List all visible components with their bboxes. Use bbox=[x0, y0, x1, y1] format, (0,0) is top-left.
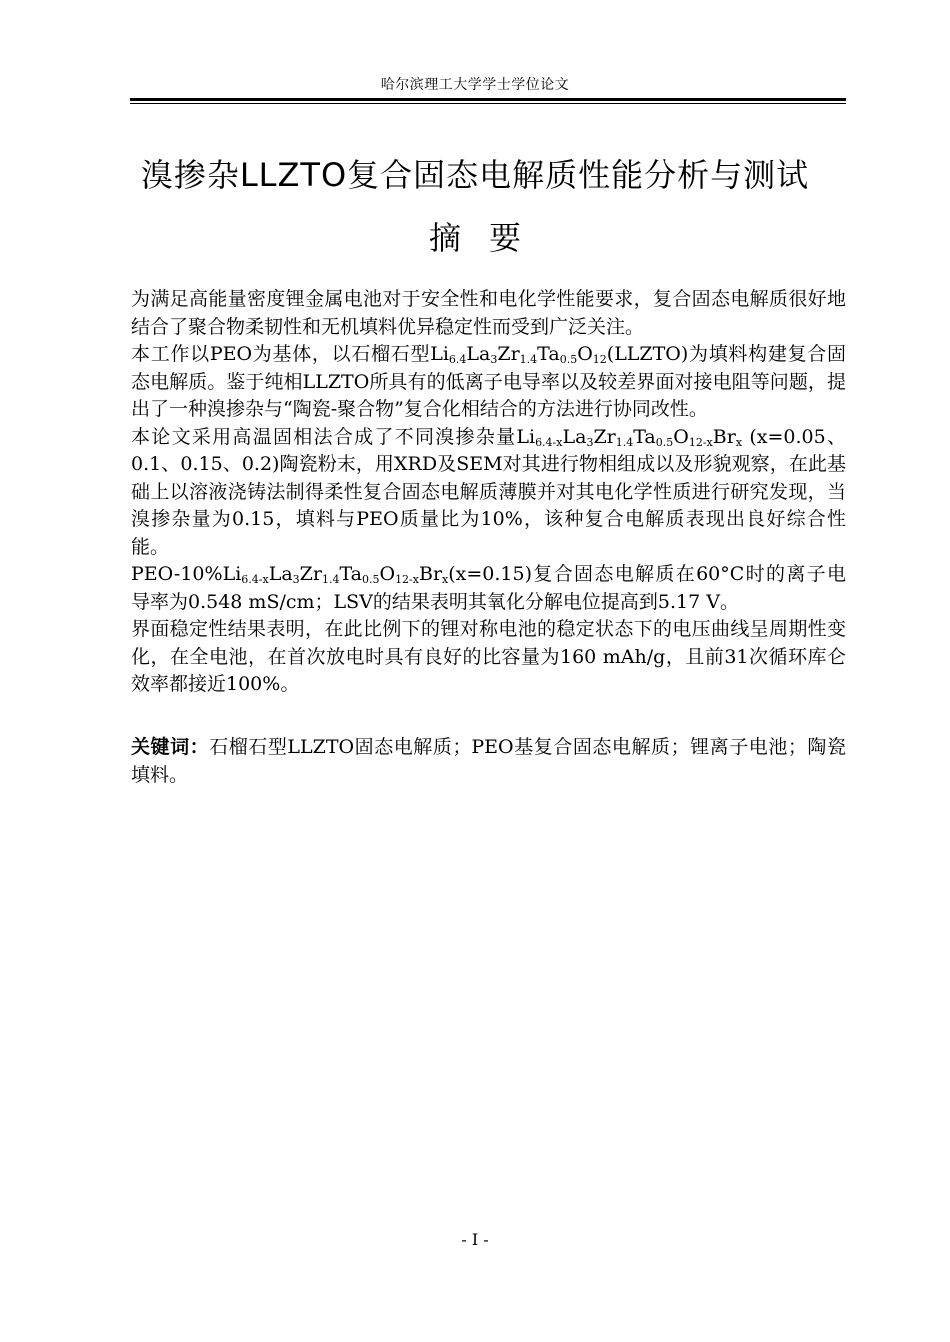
text-run: La bbox=[562, 425, 587, 448]
subscript: 0.5 bbox=[361, 573, 380, 586]
abstract-paragraph-5: 界面稳定性结果表明，在此比例下的锂对称电池的稳定状态下的电压曲线呈周期性变化，在全电池，在首次放电时具有良好的比容量为160 mAh/g，且前31次循环库仑效率都接近100%。 bbox=[131, 618, 846, 695]
text-run: PEO-10%Li bbox=[131, 563, 242, 585]
text-run: Zr bbox=[497, 343, 520, 365]
subscript: 3 bbox=[292, 573, 300, 586]
subscript: 6.4 bbox=[448, 353, 467, 366]
text-run: O bbox=[673, 425, 689, 448]
subscript: 0.5 bbox=[655, 435, 674, 449]
text-run: (x=0.15)复合固态电解质在60°C时的离子电导率为0.548 mS/cm；LSV的结果表明其氧化分解电位提高到5.17 V。 bbox=[131, 563, 846, 613]
text-run: La bbox=[466, 343, 491, 365]
page-number: - I - bbox=[461, 1230, 489, 1249]
text-run: Zr bbox=[299, 563, 322, 585]
abstract-paragraph-4 bbox=[131, 561, 846, 616]
text-run: (x=0.05、0.1、0.15、0.2)陶瓷粉末，用XRD及SEM对其进行物相组成以及形貌观察，在此基础上以溶液浇铸法制得柔性复合固态电解质薄膜并对其电化学性质进行研究发现，当溴掺杂量为0.15，填料与PEO质量比为10%，该种复合电解质表现出良好综合性能。 bbox=[131, 425, 846, 558]
text-run: La bbox=[268, 563, 293, 585]
text-run: 本工作以PEO为基体，以石榴石型Li bbox=[131, 343, 449, 365]
subscript: 3 bbox=[490, 353, 498, 366]
subscript: 1.4 bbox=[615, 435, 634, 449]
text-run: Br bbox=[418, 563, 443, 585]
text-run: 本论文采用高温固相法合成了不同溴掺杂量Li bbox=[131, 425, 536, 448]
text-run: (LLZTO)为填料构建复合固态电解质。鉴于纯相LLZTO所具有的低离子电导率以及较差界面对接电阻等问题，提出了一种溴掺杂与“陶瓷-聚合物”复合化相结合的方法进行协同改性。 bbox=[131, 343, 846, 420]
text-run: O bbox=[379, 563, 396, 585]
subscript: 12-x bbox=[688, 435, 713, 449]
abstract-paragraph-1: 为满足高能量密度锂金属电池对于安全性和电化学性能要求，复合固态电解质很好地结合了聚合物柔韧性和无机填料优异稳定性而受到广泛关注。 bbox=[131, 288, 846, 338]
subscript: 0.5 bbox=[559, 353, 578, 366]
header-rule-thin bbox=[130, 103, 846, 104]
subscript: 6.4-x bbox=[241, 573, 269, 586]
running-header: 哈尔滨理工大学学士学位论文 bbox=[380, 77, 570, 93]
text-run: Zr bbox=[593, 425, 616, 448]
text-run: Ta bbox=[633, 425, 656, 448]
abstract-paragraph-2 bbox=[131, 341, 846, 424]
thesis-title: 溴掺杂LLZTO复合固态电解质性能分析与测试 bbox=[140, 156, 810, 194]
subscript: 1.4 bbox=[519, 353, 538, 366]
abstract-heading: 摘要 bbox=[428, 219, 549, 257]
subscript: x bbox=[735, 435, 743, 449]
subscript: 6.4-x bbox=[535, 435, 563, 449]
text-run: O bbox=[577, 343, 593, 365]
keywords bbox=[131, 734, 846, 789]
text-run: Br bbox=[712, 425, 736, 448]
abstract-body bbox=[131, 286, 846, 699]
abstract-paragraph-3 bbox=[131, 424, 846, 562]
header-rule-thick bbox=[130, 98, 846, 101]
subscript: 3 bbox=[586, 435, 594, 449]
keywords-label: 关键词： bbox=[131, 736, 210, 758]
subscript: 1.4 bbox=[321, 573, 340, 586]
subscript: 12 bbox=[592, 353, 607, 366]
subscript: x bbox=[442, 573, 449, 586]
keywords-text: 石榴石型LLZTO固态电解质；PEO基复合固态电解质；锂离子电池；陶瓷填料。 bbox=[131, 736, 846, 786]
text-run: Ta bbox=[339, 563, 362, 585]
subscript: 12-x bbox=[395, 573, 419, 586]
text-run: Ta bbox=[537, 343, 560, 365]
